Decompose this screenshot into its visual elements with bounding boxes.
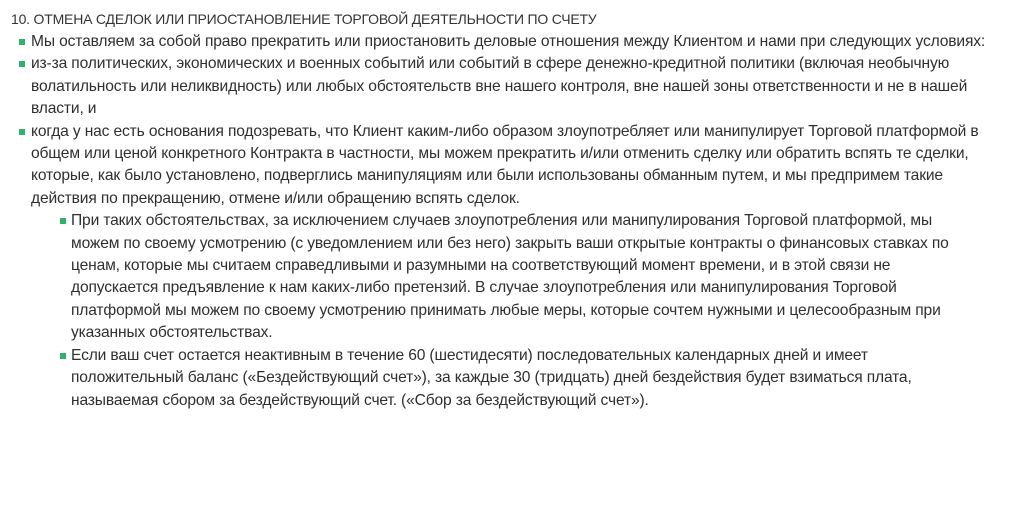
bullet-icon [19,39,25,45]
nested-list-item-text: Если ваш счет остается неактивным в течение 60 (шестидесяти) последовательных календарных дней и имеет положительный баланс («Бездействующий счет»), за каждые 30 (тридцать) дней бездействия будет взиматься плата, называемая сбором за бездействующий счет. («Сбор за бездействующий счет»). [71,346,912,409]
bullet-icon [19,129,25,135]
nested-list-item [11,345,999,412]
nested-list-item-text: При таких обстоятельствах, за исключением случаев злоупотребления или манипулирования Торговой платформой, мы можем по своему усмотрению (с уведомлением или без него) закрыть ваши открытые контракты о финансовых ставках по ценам, которые мы считаем справедливыми и разумными на соответствующий момент времени, и в этой связи не допускается предъявление к нам каких-либо претензий. В случае злоупотребления или манипулирования Торговой платформой мы можем по своему усмотрению принимать любые меры, которые сочтем нужными и целесообразным при указанных обстоятельствах. [71,212,949,342]
list-item [11,31,999,53]
bullet-icon [60,353,66,359]
conditions-list [11,31,999,210]
nested-list [11,210,999,412]
bullet-icon [60,218,66,224]
nested-list-item [11,210,999,344]
section-heading: 10. ОТМЕНА СДЕЛОК ИЛИ ПРИОСТАНОВЛЕНИЕ ТОРГОВОЙ ДЕЯТЕЛЬНОСТИ ПО СЧЕТУ [11,11,597,27]
list-item [11,53,999,120]
list-item-text: из-за политических, экономических и военных событий или событий в сфере денежно-кредитной политики (включая необычную волатильность или неликвидность) или любых обстоятельств вне нашего контроля, вне нашей зоны ответственности и не в нашей власти, и [31,55,968,118]
list-item-text: когда у нас есть основания подозревать, что Клиент каким-либо образом злоупотребляет или манипулирует Торговой платформой в общем или ценой конкретного Контракта в частности, мы можем прекратить и/или отменить сделку или обратить вспять те сделки, которые, как было установлено, подверглись манипуляциям или были использованы обманным путем, и мы предпримем такие действия по прекращению, отмене и/или обращению вспять сделок. [31,122,979,207]
list-item [11,121,999,211]
bullet-icon [19,61,25,67]
list-item-text: Мы оставляем за собой право прекратить или приостановить деловые отношения между Клиентом и нами при следующих условиях: [31,33,986,50]
